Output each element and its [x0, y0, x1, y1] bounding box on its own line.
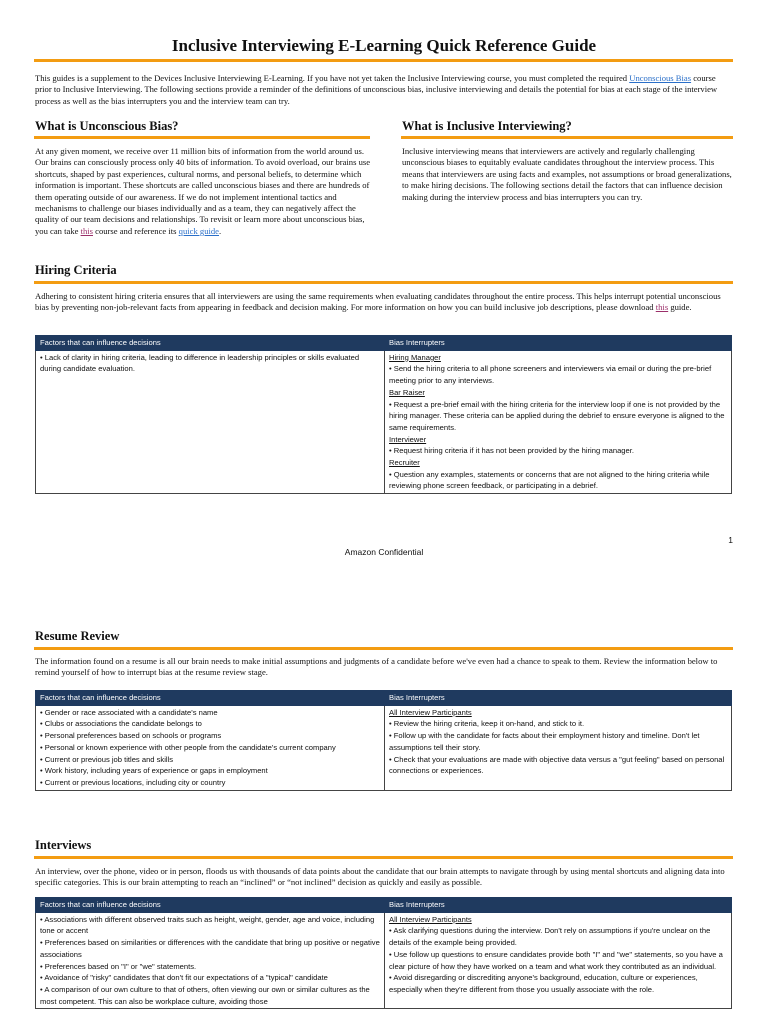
page-number: 1: [728, 535, 733, 545]
factors-cell: [36, 912, 385, 1009]
bias-text-mid: course and reference its: [93, 225, 179, 236]
table-header-row: [36, 336, 732, 351]
factor-item: • Clubs or associations the candidate belongs to: [40, 719, 202, 729]
page-title: Inclusive Interviewing E-Learning Quick Reference Guide: [171, 36, 597, 55]
interviews-rule: [34, 856, 733, 859]
interrupter-item: • Question any examples, statements or concerns that are not aligned to the hiring criteria while reviewing phone screen feedback, or participating in a debrief.: [389, 469, 710, 491]
factors-cell: [36, 350, 385, 493]
hiring-criteria-heading: Hiring Criteria: [35, 263, 117, 277]
inclusive-interviewing-text: Inclusive interviewing means that interviewers are actively and regularly challenging unconscious biases to equitably evaluate candidates throughout the interview process. This means that interviewers are using facts and examples, not assumptions or broad generalizations, to make hiring decisions. The following sections detail the factors that can influence decision making during the interview process and bias interrupters you can try.: [402, 146, 732, 202]
resume-review-rule: [34, 647, 733, 650]
hiring-criteria-rule: [34, 281, 733, 284]
role-label-hiring-manager: Hiring Manager: [389, 352, 441, 362]
table-header-row: [36, 898, 732, 913]
factors-cell: [36, 705, 385, 790]
interrupter-item: • Check that your evaluations are made with objective data versus a "gut feeling" based on personal connections or experiences.: [389, 754, 725, 776]
table-row: [36, 705, 732, 790]
interviews-heading: Interviews: [35, 838, 92, 852]
bias-text-end: .: [219, 225, 222, 236]
role-label-recruiter: Recruiter: [389, 458, 420, 468]
interrupter-item: • Avoid disregarding or discrediting anyone's background, education, culture or experiences, especially when they're different from those you usually associate with the role.: [389, 973, 698, 994]
factor-item: • Personal or known experience with other people from the candidate's current company: [40, 742, 336, 752]
interrupters-column-header: Bias Interrupters: [385, 691, 732, 706]
factor-item: • Gender or race associated with a candidate's name: [40, 707, 218, 717]
bias-text: At any given moment, we receive over 11 million bits of information from the world around us. Our brains can consciously process only 40 bits of information. To avoid overload, our brains use shortcuts, shaped by past experiences, cultural norms, and personal beliefs, to determine which information is important. These shortcuts are called unconscious biases and there are hundreds of them operating outside of our awareness. If we do not implement intentional tactics and mechanisms to challenge our biases individually and as a team, they can negatively affect the quality of our team decisions and relationships. To revisit or learn more about unconscious bias, you can take: [35, 146, 371, 236]
interrupters-column-header: Bias Interrupters: [385, 898, 732, 913]
table-row: [36, 912, 732, 1009]
confidential-label: Amazon Confidential: [344, 547, 424, 557]
interrupters-column-header: Bias Interrupters: [385, 336, 732, 351]
resume-review-table: [35, 690, 732, 791]
factor-item: • Avoidance of "risky" candidates that don't fit our expectations of a "typical" candidate: [40, 973, 328, 983]
factor-item: • Associations with different observed traits such as height, weight, gender, age and voice, including tone or accent: [40, 914, 375, 936]
inclusive-interviewing-heading: What is Inclusive Interviewing?: [402, 119, 572, 133]
inclusive-interviewing-rule: [401, 136, 733, 139]
factor-item: • Work history, including years of experience or gaps in employment: [40, 766, 268, 776]
factors-column-header: Factors that can influence decisions: [36, 336, 385, 351]
interviews-table: [35, 897, 732, 1009]
interviews-text: An interview, over the phone, video or in person, floods us with thousands of data points about the candidate that our brain attempts to navigate through by using mental shortcuts and aligning data into specific categories. This is our brain attempting to reach an “inclined” or “not inclined” decision as quickly and easily as possible.: [35, 866, 725, 888]
role-label-interviewer: Interviewer: [389, 434, 427, 444]
interrupter-item: • Use follow up questions to ensure candidates provide both "I" and "we" statements, so you have a clear picture of how they have worked on a team and what work they contributed as an individual.: [389, 949, 723, 971]
interrupters-cell: [385, 350, 732, 493]
factors-column-header: Factors that can influence decisions: [36, 898, 385, 913]
role-label-all-participants: All Interview Participants: [389, 707, 472, 717]
bias-course-link[interactable]: this: [80, 225, 93, 236]
hiring-text-post: guide.: [668, 302, 692, 313]
factor-item: • A comparison of our own culture to that of others, often viewing our own or similar cultures as the most competent. This can also be workplace culture, avoiding those: [40, 984, 370, 1006]
intro-text-post: course prior to Inclusive Interviewing. The following sections provide a reminder of the definitions of unconscious bias, inclusive interviewing and details the potential for bias at each stage of the interview process as well as the bias interrupters you and the interview team can try.: [35, 73, 718, 106]
hiring-criteria-table: [35, 335, 732, 494]
role-label-all-participants: All Interview Participants: [389, 914, 472, 924]
interrupter-item: • Request a pre-brief email with the hiring criteria for the interview loop if one is not provided by the hiring manager. These criteria can be applied during the debrief to ensure everyone is aligned to the same requirements.: [389, 399, 725, 432]
job-description-guide-link[interactable]: this: [655, 302, 669, 313]
intro-text-pre: This guides is a supplement to the Devices Inclusive Interviewing E-Learning. If you have not yet taken the Inclusive Interviewing course, you must completed the required: [35, 73, 630, 83]
factor-item: • Lack of clarity in hiring criteria, leading to difference in leadership principles or skills evaluated during candidate evaluation.: [40, 352, 360, 374]
factor-item: • Personal preferences based on schools or programs: [40, 731, 222, 741]
factor-item: • Preferences based on "I" or "we" statements.: [40, 961, 197, 971]
factor-item: • Current or previous locations, including city or country: [40, 777, 226, 787]
factor-item: • Preferences based on similarities or differences with the candidate that bring up positive or negative associations: [40, 938, 380, 959]
intro-paragraph: [35, 73, 730, 107]
table-row: [36, 350, 732, 493]
interrupters-cell: [385, 912, 732, 1009]
resume-review-heading: Resume Review: [35, 629, 120, 643]
interrupter-item: • Review the hiring criteria, keep it on-hand, and stick to it.: [389, 719, 585, 729]
table-header-row: [36, 691, 732, 706]
interrupter-item: • Ask clarifying questions during the interview. Don't rely on assumptions if you're unclear on the details of the example being provided.: [389, 926, 711, 948]
title-rule: [34, 59, 733, 62]
factor-item: • Current or previous job titles and skills: [40, 754, 174, 764]
unconscious-bias-text: [35, 146, 371, 237]
resume-review-text: The information found on a resume is all our brain needs to make initial assumptions and judgments of a candidate before we've even had a chance to speak to them. Review the information below to remind yourself of how to interrupt bias at the resume review stage.: [35, 656, 718, 678]
quick-guide-link[interactable]: quick guide: [178, 225, 219, 236]
role-label-bar-raiser: Bar Raiser: [389, 387, 425, 397]
unconscious-bias-rule: [34, 136, 370, 139]
interrupter-item: • Request hiring criteria if it has not been provided by the hiring manager.: [389, 446, 634, 456]
interrupter-item: • Follow up with the candidate for facts about their employment history and timeline. Don't let assumptions tell their story.: [389, 731, 700, 752]
hiring-criteria-text: [35, 291, 730, 314]
interrupters-cell: [385, 705, 732, 790]
hiring-text-pre: Adhering to consistent hiring criteria ensures that all interviewers are using the same requirements when evaluating candidates throughout the entire process. This helps interrupt potential unconscious bias by preventing non-job-relevant facts from appearing in feedback and decision making. For more information on how you can build inclusive job descriptions, please download: [35, 291, 721, 313]
interrupter-item: • Send the hiring criteria to all phone screeners and interviewers via email or during the pre-brief meeting prior to any interviews.: [389, 364, 712, 386]
unconscious-bias-link[interactable]: Unconscious Bias: [629, 73, 692, 83]
unconscious-bias-heading: What is Unconscious Bias?: [35, 119, 179, 133]
factors-column-header: Factors that can influence decisions: [36, 691, 385, 706]
